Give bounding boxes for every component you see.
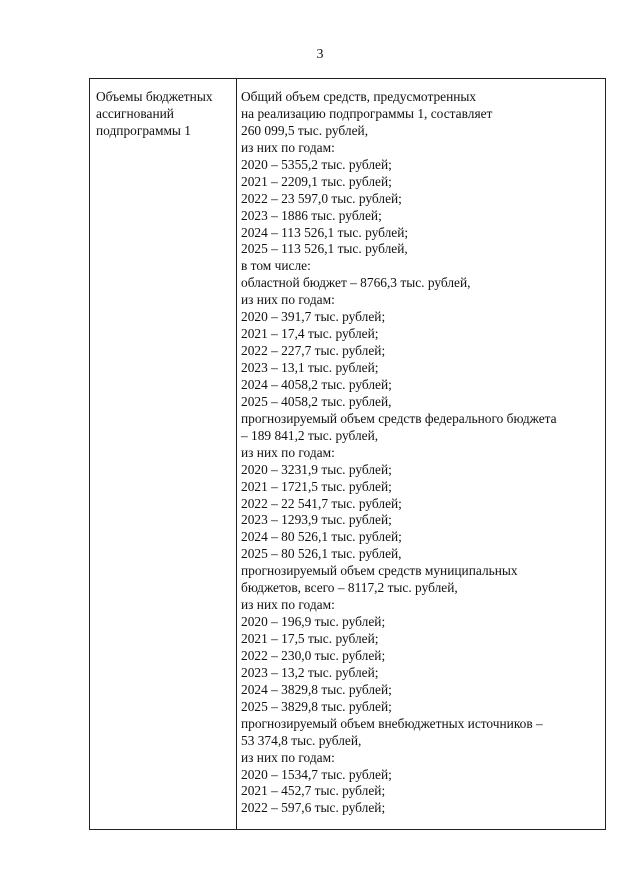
content-line: 2020 – 196,9 тыс. рублей; xyxy=(241,614,386,630)
content-line: 2020 – 391,7 тыс. рублей; xyxy=(241,309,386,325)
content-line: 2022 – 230,0 тыс. рублей; xyxy=(241,647,386,663)
content-line: 2024 – 80 526,1 тыс. рублей; xyxy=(241,529,402,545)
content-line: 2021 – 17,5 тыс. рублей; xyxy=(241,631,379,646)
content-cell xyxy=(241,89,603,817)
content-line: прогнозируемый объем внебюджетных источников – xyxy=(241,715,543,731)
content-line: из них по годам: xyxy=(241,444,335,460)
content-line: из них по годам: xyxy=(241,749,335,765)
content-line: 2020 – 5355,2 тыс. рублей; xyxy=(241,156,392,172)
content-line: прогнозируемый объем средств федерального бюджета xyxy=(241,410,557,426)
label-line: ассигнований xyxy=(96,105,174,121)
content-line: 2025 – 113 526,1 тыс. рублей, xyxy=(241,241,408,257)
content-line: 2023 – 13,1 тыс. рублей; xyxy=(241,360,379,375)
content-line: 2020 – 3231,9 тыс. рублей; xyxy=(241,461,392,477)
content-line: 2023 – 13,2 тыс. рублей; xyxy=(241,664,379,680)
content-line: Общий объем средств, предусмотренных xyxy=(241,89,477,104)
content-line: 2020 – 1534,7 тыс. рублей; xyxy=(241,766,392,782)
content-line: 2021 – 452,7 тыс. рублей; xyxy=(241,783,386,799)
column-divider xyxy=(236,79,237,829)
content-line: прогнозируемый объем средств муниципальных xyxy=(241,563,518,579)
page-number: 3 xyxy=(316,47,324,62)
content-line: на реализацию подпрограммы 1, составляет xyxy=(241,105,493,121)
content-line: из них по годам: xyxy=(241,292,335,308)
label-line: подпрограммы 1 xyxy=(96,122,191,138)
content-line: 2023 – 1886 тыс. рублей; xyxy=(241,207,382,223)
content-line: 2024 – 113 526,1 тыс. рублей; xyxy=(241,224,409,240)
content-line: 2021 – 17,4 тыс. рублей; xyxy=(241,326,379,342)
content-line: из них по годам: xyxy=(241,597,335,613)
content-line: 2024 – 4058,2 тыс. рублей; xyxy=(241,376,392,392)
label-line: Объемы бюджетных xyxy=(96,89,213,104)
content-line: 2022 – 22 541,7 тыс. рублей; xyxy=(241,495,402,511)
label-cell xyxy=(96,89,232,140)
content-line: 2024 – 3829,8 тыс. рублей; xyxy=(241,681,392,697)
content-line: 2022 – 23 597,0 тыс. рублей; xyxy=(241,190,402,206)
content-line: – 189 841,2 тыс. рублей, xyxy=(241,427,379,443)
content-line: 2021 – 1721,5 тыс. рублей; xyxy=(241,478,392,494)
content-line: 53 374,8 тыс. рублей, xyxy=(241,732,362,748)
content-line: из них по годам: xyxy=(241,139,335,155)
budget-table xyxy=(89,78,606,830)
content-line: 2025 – 4058,2 тыс. рублей, xyxy=(241,393,392,409)
content-line: 2025 – 3829,8 тыс. рублей; xyxy=(241,698,392,714)
content-line: 260 099,5 тыс. рублей, xyxy=(241,122,369,138)
content-line: 2023 – 1293,9 тыс. рублей; xyxy=(241,512,392,528)
content-line: бюджетов, всего – 8117,2 тыс. рублей, xyxy=(241,580,458,596)
content-line: 2025 – 80 526,1 тыс. рублей, xyxy=(241,546,402,562)
content-line: 2022 – 597,6 тыс. рублей; xyxy=(241,800,386,816)
content-line: 2021 – 2209,1 тыс. рублей; xyxy=(241,173,392,189)
content-line: в том числе: xyxy=(241,258,311,274)
content-line: 2022 – 227,7 тыс. рублей; xyxy=(241,343,386,359)
content-line: областной бюджет – 8766,3 тыс. рублей, xyxy=(241,275,471,291)
